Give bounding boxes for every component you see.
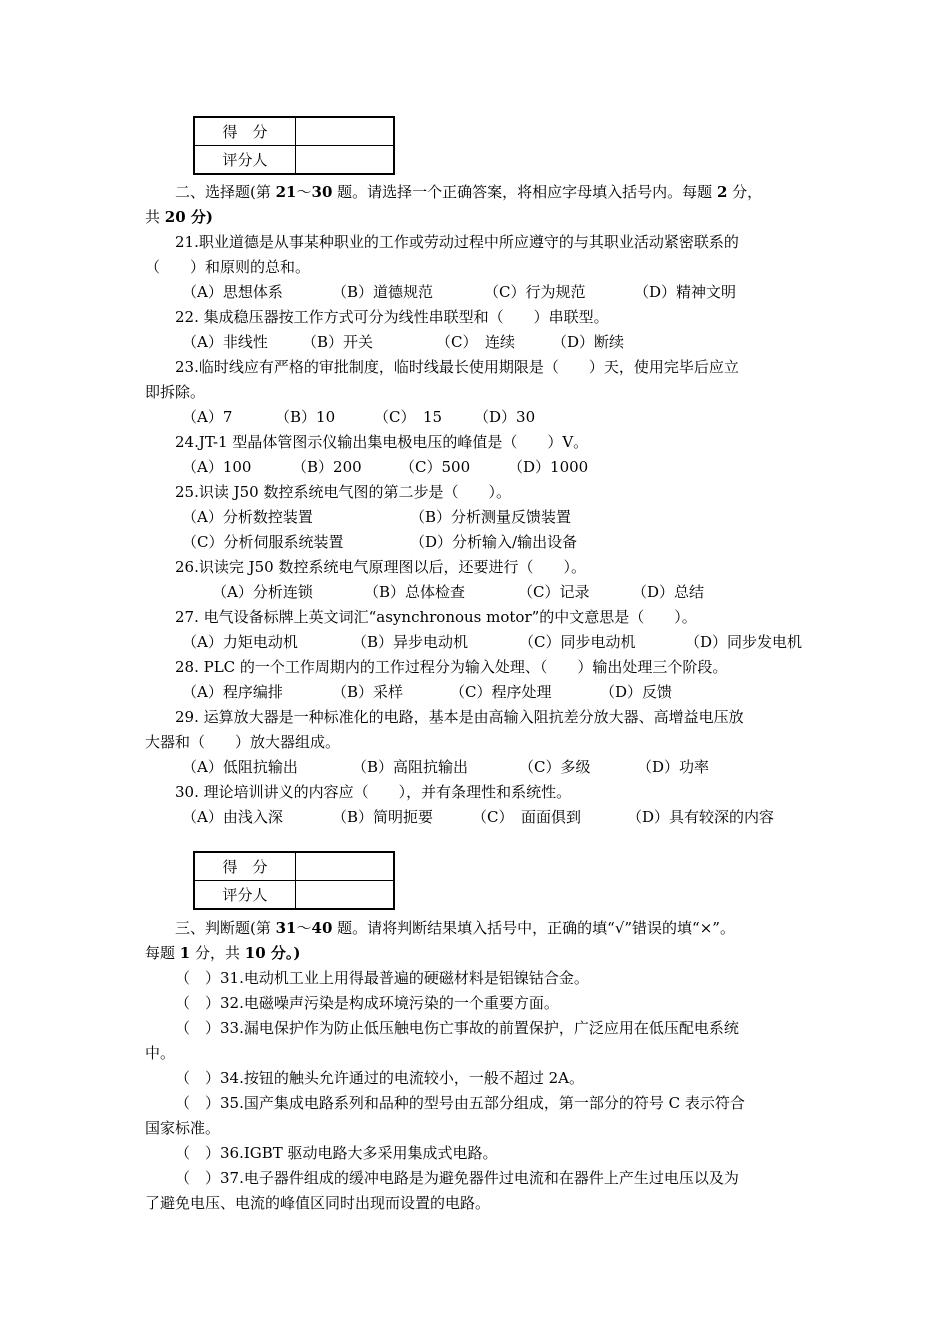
score-table bbox=[193, 116, 395, 175]
option-a: （A）分析数控装置 bbox=[182, 508, 313, 526]
option-b: （B）高阻抗输出 bbox=[352, 758, 469, 776]
question-22-text: 22. 集成稳压器按工作方式可分为线性串联型和（ ）串联型。 bbox=[175, 308, 609, 326]
option-a: （A）分析连锁 bbox=[212, 583, 313, 601]
option-d: （D）功率 bbox=[637, 758, 710, 776]
grader-label: 评分人 bbox=[194, 881, 296, 910]
option-c: （C）500 bbox=[400, 458, 471, 476]
option-b: （B）采样 bbox=[332, 683, 404, 701]
question-21-text: 21.职业道德是从事某种职业的工作或劳动过程中所应遵守的与其职业活动紧密联系的 bbox=[175, 233, 739, 251]
question-25-text: 25.识读 J50 数控系统电气图的第二步是（ ）。 bbox=[175, 483, 511, 501]
tf-question-34: （ ）34.按钮的触头允许通过的电流较小，一般不超过 2A。 bbox=[175, 1069, 585, 1087]
option-c: （C）多级 bbox=[519, 758, 591, 776]
question-26-text: 26.识读完 J50 数控系统电气原理图以后，还要进行（ ）。 bbox=[175, 558, 586, 576]
question-29-text-cont: 大器和（ ）放大器组成。 bbox=[145, 733, 341, 751]
option-c: （C） 15 bbox=[374, 408, 443, 426]
grader-cell[interactable] bbox=[296, 881, 395, 910]
tf-question-36: （ ）36.IGBT 驱动电路大多采用集成式电路。 bbox=[175, 1144, 498, 1162]
score-label: 得 分 bbox=[194, 852, 296, 881]
section2-intro-line2: 共 20 分) bbox=[145, 208, 213, 226]
option-d: （D）30 bbox=[474, 408, 536, 426]
tf-question-35-cont: 国家标准。 bbox=[145, 1119, 221, 1137]
tf-question-32: （ ）32.电磁噪声污染是构成环境污染的一个重要方面。 bbox=[175, 994, 559, 1012]
option-c: （C） 面面俱到 bbox=[472, 808, 581, 826]
option-a: （A）低阻抗输出 bbox=[182, 758, 298, 776]
score-cell[interactable] bbox=[296, 852, 395, 881]
option-a: （A）思想体系 bbox=[182, 283, 283, 301]
option-b: （B）10 bbox=[275, 408, 336, 426]
option-a: （A）7 bbox=[182, 408, 233, 426]
option-c: （C）记录 bbox=[518, 583, 590, 601]
option-c: （C）同步电动机 bbox=[519, 633, 636, 651]
question-23-text-cont: 即拆除。 bbox=[145, 383, 206, 401]
option-a: （A）程序编排 bbox=[182, 683, 283, 701]
score-table bbox=[193, 851, 395, 910]
option-b: （B）异步电动机 bbox=[352, 633, 469, 651]
section3-intro-line1: 三、判断题(第 31～40 题。请将判断结果填入括号中，正确的填“√”错误的填“×”。 bbox=[175, 919, 735, 937]
score-label: 得 分 bbox=[194, 117, 296, 146]
option-b: （B）简明扼要 bbox=[332, 808, 434, 826]
tf-question-35: （ ）35.国产集成电路系列和品种的型号由五部分组成，第一部分的符号 C 表示符合 bbox=[175, 1094, 745, 1112]
question-27-text: 27. 电气设备标牌上英文词汇“asynchronous motor”的中文意思是（ ）。 bbox=[175, 608, 697, 626]
option-b: （B）总体检查 bbox=[364, 583, 466, 601]
question-28-text: 28. PLC 的一个工作周期内的工作过程分为输入处理、（ ）输出处理三个阶段。 bbox=[175, 658, 728, 676]
option-d: （D）反馈 bbox=[600, 683, 673, 701]
tf-question-33: （ ）33.漏电保护作为防止低压触电伤亡事故的前置保护，广泛应用在低压配电系统 bbox=[175, 1019, 739, 1037]
option-b: （B）道德规范 bbox=[332, 283, 434, 301]
section2-intro-line1: 二、选择题(第 21～30 题。请选择一个正确答案，将相应字母填入括号内。每题 2 分， bbox=[175, 183, 763, 201]
option-d: （D）精神文明 bbox=[634, 283, 737, 301]
section3-intro-line2: 每题 1 分，共 10 分。) bbox=[145, 944, 301, 962]
option-a: （A）由浅入深 bbox=[182, 808, 283, 826]
option-d: （D）具有较深的内容 bbox=[627, 808, 775, 826]
option-c: （C）行为规范 bbox=[484, 283, 586, 301]
option-d: （D）分析输入/输出设备 bbox=[410, 533, 578, 551]
grader-cell[interactable] bbox=[296, 146, 395, 175]
score-cell[interactable] bbox=[296, 117, 395, 146]
option-c: （C）分析伺服系统装置 bbox=[182, 533, 344, 551]
tf-question-37-cont: 了避免电压、电流的峰值区同时出现而设置的电路。 bbox=[145, 1194, 491, 1212]
question-30-text: 30. 理论培训讲义的内容应（ ），并有条理性和系统性。 bbox=[175, 783, 572, 801]
question-23-text: 23.临时线应有严格的审批制度，临时线最长使用期限是（ ）天，使用完毕后应立 bbox=[175, 358, 739, 376]
option-a: （A）力矩电动机 bbox=[182, 633, 298, 651]
option-d: （D）同步发电机 bbox=[685, 633, 803, 651]
tf-question-33-cont: 中。 bbox=[145, 1044, 176, 1062]
option-b: （B）200 bbox=[292, 458, 362, 476]
option-d: （D）总结 bbox=[632, 583, 705, 601]
option-d: （D）断续 bbox=[552, 333, 625, 351]
option-d: （D）1000 bbox=[508, 458, 589, 476]
question-24-text: 24.JT-1 型晶体管图示仪输出集电极电压的峰值是（ ）V。 bbox=[175, 433, 589, 451]
option-c: （C） 连续 bbox=[436, 333, 515, 351]
option-b: （B）开关 bbox=[302, 333, 374, 351]
option-a: （A）100 bbox=[182, 458, 252, 476]
option-b: （B）分析测量反馈装置 bbox=[410, 508, 572, 526]
option-a: （A）非线性 bbox=[182, 333, 268, 351]
question-21-text-cont: （ ）和原则的总和。 bbox=[145, 258, 311, 276]
tf-question-37: （ ）37.电子器件组成的缓冲电路是为避免器件过电流和在器件上产生过电压以及为 bbox=[175, 1169, 739, 1187]
grader-label: 评分人 bbox=[194, 146, 296, 175]
option-c: （C）程序处理 bbox=[450, 683, 552, 701]
tf-question-31: （ ）31.电动机工业上用得最普遍的硬磁材料是铝镍钴合金。 bbox=[175, 969, 589, 987]
question-29-text: 29. 运算放大器是一种标准化的电路，基本是由高输入阻抗差分放大器、高增益电压放 bbox=[175, 708, 744, 726]
